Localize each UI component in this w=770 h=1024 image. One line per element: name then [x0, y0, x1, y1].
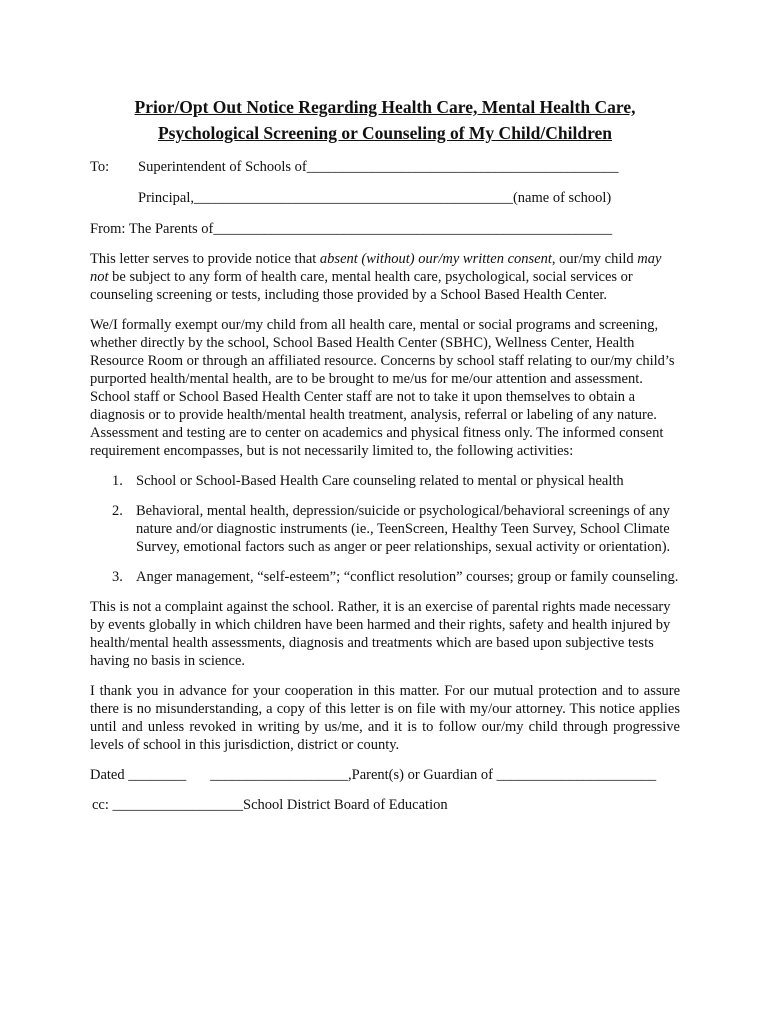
list-item-text: School or School-Based Health Care counseling related to mental or physical health [136, 473, 624, 489]
activities-list [90, 472, 680, 586]
list-item-number: 1. [112, 473, 123, 489]
signature-row [90, 766, 680, 784]
to-label: To: [90, 159, 110, 175]
notice-document [90, 94, 680, 814]
complaint-paragraph: This is not a complaint against the school. Rather, it is an exercise of parental rights made necessary by events globally in which children have been harmed and their rights, safety and health injured by health/mental health assessments, diagnosis and treatments which are based upon subjective tests having no basis in science. [90, 599, 671, 669]
notice-emphasis-may-not: may not [90, 251, 662, 285]
list-item [90, 502, 680, 556]
parent-signature-field: ___________________,Parent(s) or Guardian of ______________________ [210, 767, 657, 783]
list-item [90, 568, 680, 586]
title-line-1: Prior/Opt Out Notice Regarding Health Care, Mental Health Care, [134, 97, 636, 117]
list-item-text: Anger management, “self-esteem”; “conflict resolution” courses; group or family counseling. [136, 569, 679, 585]
superintendent-line: Superintendent of Schools of___________________________________________ [138, 159, 619, 175]
list-item-text: Behavioral, mental health, depression/suicide or psychological/behavioral screenings of any nature and/or diagnostic instruments (ie., TeenScreen, Healthy Teen Survey, School Climate Survey, emotional factors such as anger or peer relationships, sexual activity or orientation). [136, 503, 671, 555]
thanks-paragraph: I thank you in advance for your cooperation in this matter. For our mutual protection and to assure there is no misunderstanding, a copy of this letter is on file with my/our attorney. This notice applies until and unless revoked in writing by us/me, and it is to follow our/my child through progressive levels of school in this jurisdiction, district or county. [90, 683, 680, 753]
dated-field: Dated ________ [90, 767, 187, 783]
document-title [90, 94, 680, 146]
title-line-2: Psychological Screening or Counseling of My Child/Children [157, 123, 613, 143]
list-item [90, 472, 680, 490]
cc-line: cc: __________________School District Board of Education [92, 797, 448, 813]
exemption-paragraph: We/I formally exempt our/my child from all health care, mental or social programs and screening, whether directly by the school, School Based Health Center (SBHC), Wellness Center, Health Resource Room or through an affiliated resource. Concerns by school staff relating to our/my child’s purported health/mental health, are to be brought to me/us for me/our attention and assessment. School staff or School Based Health Center staff are not to take it upon themselves to obtain a diagnosis or to provide health/mental health treatment, analysis, referral or labeling of any nature. Assessment and testing are to center on academics and physical fitness only. The informed consent requirement encompasses, but is not necessarily limited to, the following activities: [90, 317, 675, 459]
to-principal-row [90, 189, 680, 207]
notice-emphasis-consent: absent (without) our/my written consent [319, 251, 552, 267]
principal-line: Principal,____________________________________________(name of school) [138, 190, 612, 206]
notice-text-2: , our/my child [551, 251, 638, 267]
notice-paragraph [90, 250, 680, 304]
notice-text-3: be subject to any form of health care, mental health care, psychological, social services or counseling screening or tests, including those provided by a School Based Health Center. [90, 269, 633, 303]
list-item-number: 3. [112, 569, 123, 585]
from-line: From: The Parents of_______________________________________________________ [90, 221, 613, 237]
notice-text-1: This letter serves to provide notice that [90, 251, 320, 267]
to-superintendent-row [90, 158, 680, 176]
list-item-number: 2. [112, 503, 123, 519]
